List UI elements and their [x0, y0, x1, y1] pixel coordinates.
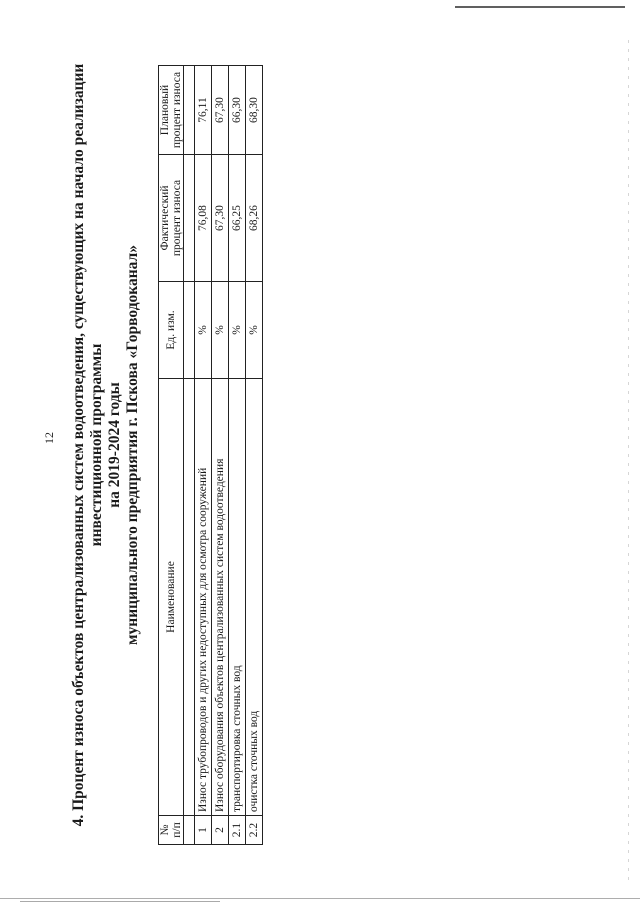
row-name: Износ трубопроводов и других недоступных для осмотра сооружений	[195, 379, 212, 816]
spacer-cell	[184, 379, 195, 816]
spacer-cell	[184, 816, 195, 845]
scan-edge-bottom	[0, 898, 640, 899]
header-planned-wear	[159, 66, 184, 155]
row-planned: 76,11	[195, 66, 212, 155]
row-unit: %	[212, 282, 229, 379]
header-planned-line-2: процент износа	[171, 71, 183, 149]
row-number: 2.2	[246, 816, 263, 845]
row-name: очистка сточных вод	[246, 379, 263, 816]
table-header-row	[159, 66, 184, 845]
row-actual: 66,25	[229, 155, 246, 282]
row-actual: 67,30	[212, 155, 229, 282]
spacer-cell	[184, 66, 195, 155]
scan-edge-top	[455, 6, 625, 8]
row-name: транспортировка сточных вод	[229, 379, 246, 816]
header-number	[159, 816, 184, 845]
header-planned-line-1: Плановый	[159, 84, 171, 136]
document-heading	[70, 45, 142, 845]
wear-table	[158, 65, 263, 845]
header-name: Наименование	[159, 379, 184, 816]
row-name: Износ оборудования объектов централизованных систем водоотведения	[212, 379, 229, 816]
row-actual: 68,26	[246, 155, 263, 282]
row-unit: %	[246, 282, 263, 379]
row-number: 2	[212, 816, 229, 845]
table-row	[246, 66, 263, 845]
table-row	[212, 66, 229, 845]
heading-line-4: муниципального предприятия г. Пскова «Горводоканал»	[124, 245, 141, 645]
header-number-line-1: №	[159, 824, 171, 836]
scan-edge-right	[628, 40, 629, 880]
table-empty-spacer-row	[184, 66, 195, 845]
table-row	[195, 66, 212, 845]
spacer-cell	[184, 282, 195, 379]
scan-edge-bottom-2	[20, 901, 220, 902]
row-unit: %	[195, 282, 212, 379]
heading-line-2: инвестиционной программы	[88, 343, 105, 547]
table-row	[229, 66, 246, 845]
row-planned: 68,30	[246, 66, 263, 155]
page-number: 12	[42, 432, 56, 444]
header-number-line-2: п/п	[171, 822, 183, 838]
header-actual-line-1: Фактический	[159, 185, 171, 251]
header-actual-line-2: процент износа	[171, 179, 183, 257]
row-actual: 76,08	[195, 155, 212, 282]
heading-line-3: на 2019-2024 годы	[106, 382, 123, 508]
row-number: 1	[195, 816, 212, 845]
heading-line-1: 4. Процент износа объектов централизованных систем водоотведения, существующих на начало реализации	[70, 63, 87, 827]
header-actual-wear	[159, 155, 184, 282]
header-unit: Ед. изм.	[159, 282, 184, 379]
rotated-page-content	[70, 45, 270, 845]
row-planned: 66,30	[229, 66, 246, 155]
row-number: 2.1	[229, 816, 246, 845]
row-unit: %	[229, 282, 246, 379]
spacer-cell	[184, 155, 195, 282]
row-planned: 67,30	[212, 66, 229, 155]
